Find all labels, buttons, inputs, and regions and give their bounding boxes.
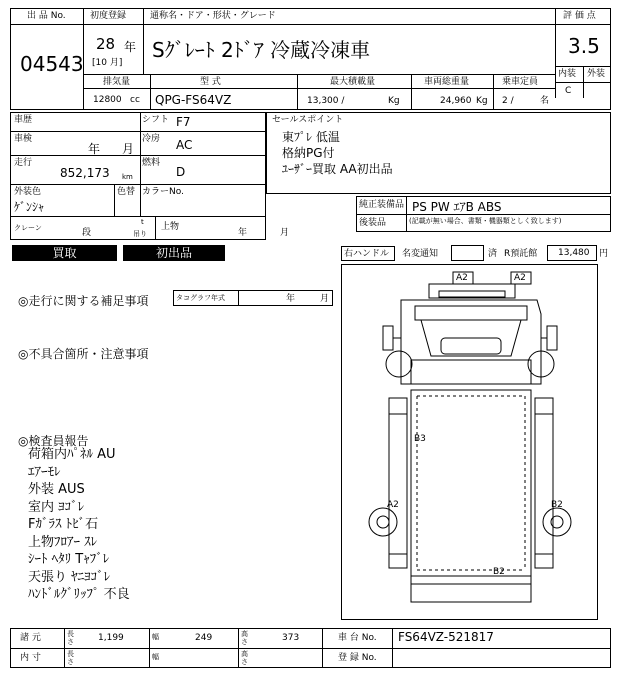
genuine-items: PS PW ｴｱB ABS xyxy=(412,200,502,214)
fuel-label: 燃料 xyxy=(142,158,161,168)
upper-label: 上物 xyxy=(161,222,180,232)
crane-label: クレーン xyxy=(14,224,42,232)
mileage-label: 走行 xyxy=(14,158,33,168)
defects-title: ◎不具合箇所・注意事項 xyxy=(18,347,149,361)
model-label: 通称名・ドア・形状・グレード xyxy=(150,11,276,21)
model-code-value: QPG-FS64VZ xyxy=(155,93,232,107)
mark-front-left: A2 xyxy=(456,273,468,283)
reg-label: 初度登録 xyxy=(90,11,127,21)
chassis-label: 車 台 No. xyxy=(338,633,377,643)
cargo-box xyxy=(411,390,531,576)
width-value: 249 xyxy=(195,633,213,643)
inner-length-label: 長さ xyxy=(67,650,74,666)
gross-weight-unit: Kg xyxy=(476,96,488,106)
inspector-line: 室内 ﾖｺﾞﾚ xyxy=(28,499,85,515)
model-code-label: 型 式 xyxy=(200,77,221,87)
purchase-badge: 買取 xyxy=(12,245,117,261)
capacity-value: 2 / xyxy=(502,96,514,106)
vehicle-name: Sｸﾞﾚｰﾄ 2ﾄﾞｱ 冷蔵冷凍車 xyxy=(152,38,371,62)
front-left-wheel xyxy=(386,351,412,377)
reg-year: 28 xyxy=(96,35,116,53)
score-label: 評 価 点 xyxy=(563,11,596,21)
upper-year: 年 xyxy=(238,228,248,238)
rear-panel xyxy=(411,576,531,602)
history-label: 車歴 xyxy=(14,115,33,125)
right-handle-label: 右ハンドル xyxy=(344,249,390,259)
shift-label: シフト xyxy=(142,115,170,125)
mark-front-right: A2 xyxy=(514,273,526,283)
rear-left-wheel xyxy=(369,508,397,536)
name-change-label: 名変通知 xyxy=(402,249,439,259)
gross-weight-label: 車両総重量 xyxy=(424,77,470,87)
mileage-value: 852,173 xyxy=(60,166,110,180)
inspector-line: ﾊﾝﾄﾞﾙｸﾞﾘｯﾌﾟ 不良 xyxy=(28,587,130,602)
rear-right-wheel xyxy=(543,508,571,536)
sales-point-title: セールスポイント xyxy=(272,115,344,125)
capacity-label: 乗車定員 xyxy=(502,77,539,87)
cab-seat xyxy=(441,338,501,354)
inspector-line: 荷箱内ﾊﾟﾈﾙ AU xyxy=(28,447,116,462)
fuel-value: D xyxy=(176,165,186,179)
cab-body xyxy=(401,300,541,384)
aftermarket-note: (記載が無い場合、書類・機器類としく致します) xyxy=(409,217,562,225)
mileage-unit: km xyxy=(122,173,133,181)
inspection-month: 月 xyxy=(122,142,135,156)
crane-hanging: 吊り xyxy=(133,230,147,238)
length-value: 1,199 xyxy=(98,633,124,643)
score-value: 3.5 xyxy=(568,34,600,58)
inspector-line: 外装 AUS xyxy=(28,482,85,497)
width-label: 幅 xyxy=(152,633,159,641)
mark-box-center: B3 xyxy=(414,434,426,444)
registration-label: 登 録 No. xyxy=(338,653,377,663)
max-load-label: 最大積載量 xyxy=(330,77,376,87)
interior-label: 内装 xyxy=(558,69,577,79)
right-side-panel xyxy=(535,398,553,568)
name-change-box xyxy=(451,245,484,261)
reg-month: [10 月] xyxy=(92,58,123,68)
exterior-color-label: 外装色 xyxy=(14,187,42,197)
lot-number: 04543 xyxy=(20,52,84,76)
inner-width-label: 幅 xyxy=(152,653,159,661)
tachograph-month: 月 xyxy=(320,294,330,304)
reg-year-unit: 年 xyxy=(124,40,137,54)
exterior-label: 外装 xyxy=(587,69,606,79)
inspector-line: ｼｰﾄ ﾍﾀﾘ Tｬﾌﾞﾚ xyxy=(28,552,110,567)
displacement-label: 排気量 xyxy=(103,77,131,87)
length-label: 長さ xyxy=(67,630,74,646)
left-side-panel xyxy=(389,398,407,568)
driving-notes-title: ◎走行に関する補足事項 xyxy=(18,294,149,308)
aftermarket-label: 後装品 xyxy=(359,218,387,228)
color-no-label: カラーNo. xyxy=(142,187,184,197)
sales-line-3: ﾕｰｻﾞｰ買取 AA初出品 xyxy=(282,162,393,176)
cab-window xyxy=(439,291,505,297)
color-change-label: 色替 xyxy=(117,187,136,197)
dims-label: 諸 元 xyxy=(20,633,41,643)
displacement-unit: cc xyxy=(130,95,140,105)
r-deposit-unit: 円 xyxy=(599,249,609,259)
cab-front-panel xyxy=(415,306,527,320)
genuine-label: 純正装備品 xyxy=(359,200,405,210)
inspector-line: ｴｱｰﾓﾚ xyxy=(28,464,61,480)
max-load-unit: Kg xyxy=(388,96,400,106)
exterior-color-value: ｹﾞﾝｼｬ xyxy=(14,200,45,214)
mark-right-side: B2 xyxy=(551,500,563,510)
upper-month: 月 xyxy=(280,228,290,238)
truck-diagram xyxy=(341,264,598,620)
tachograph-year: 年 xyxy=(286,294,296,304)
cooling-label: 冷房 xyxy=(142,134,161,144)
inner-label: 内 寸 xyxy=(20,653,41,663)
r-deposit-label: R預託館 xyxy=(504,249,538,259)
max-load-value: 13,300 / xyxy=(307,96,345,106)
interior-grade: C xyxy=(565,86,572,96)
crane-stage: 段 xyxy=(82,228,92,238)
tachograph-label: タコグラフ年式 xyxy=(176,294,225,302)
inspector-title: ◎検査員報告 xyxy=(18,434,89,448)
displacement-value: 12800 xyxy=(93,95,122,105)
height-value: 373 xyxy=(282,633,300,643)
inspector-line: 上物ﾌﾛｱｰ ｽﾚ xyxy=(28,534,98,550)
mark-rear: B2 xyxy=(493,567,505,577)
inner-height-label: 高さ xyxy=(241,650,248,666)
shift-value: F7 xyxy=(176,115,191,129)
cooling-value: AC xyxy=(176,138,193,152)
first-listing-badge: 初出品 xyxy=(123,245,225,261)
inspection-year: 年 xyxy=(88,142,101,156)
sales-line-2: 格納PG付 xyxy=(282,146,335,160)
inspector-line: Fｶﾞﾗｽ ﾄﾋﾞ石 xyxy=(28,517,99,532)
capacity-unit: 名 xyxy=(540,96,550,106)
gross-weight-value: 24,960 xyxy=(440,96,472,106)
inspector-report xyxy=(28,446,130,604)
right-mirror xyxy=(547,326,557,350)
sales-line-1: 東ﾌﾟﾚ 低温 xyxy=(282,130,340,144)
r-deposit-amount: 13,480 xyxy=(558,248,590,258)
cab-floor xyxy=(411,360,531,384)
mark-left-side: A2 xyxy=(387,500,399,510)
left-mirror xyxy=(383,326,393,350)
crane-t: t xyxy=(141,218,144,226)
recycle-label: 済 xyxy=(488,249,498,259)
chassis-number: FS64VZ-521817 xyxy=(398,630,494,644)
inspector-line: 天張り ﾔﾆﾖｺﾞﾚ xyxy=(28,569,111,585)
inspection-label: 車検 xyxy=(14,134,33,144)
lot-label: 出 品 No. xyxy=(27,11,66,21)
height-label: 高さ xyxy=(241,630,248,646)
